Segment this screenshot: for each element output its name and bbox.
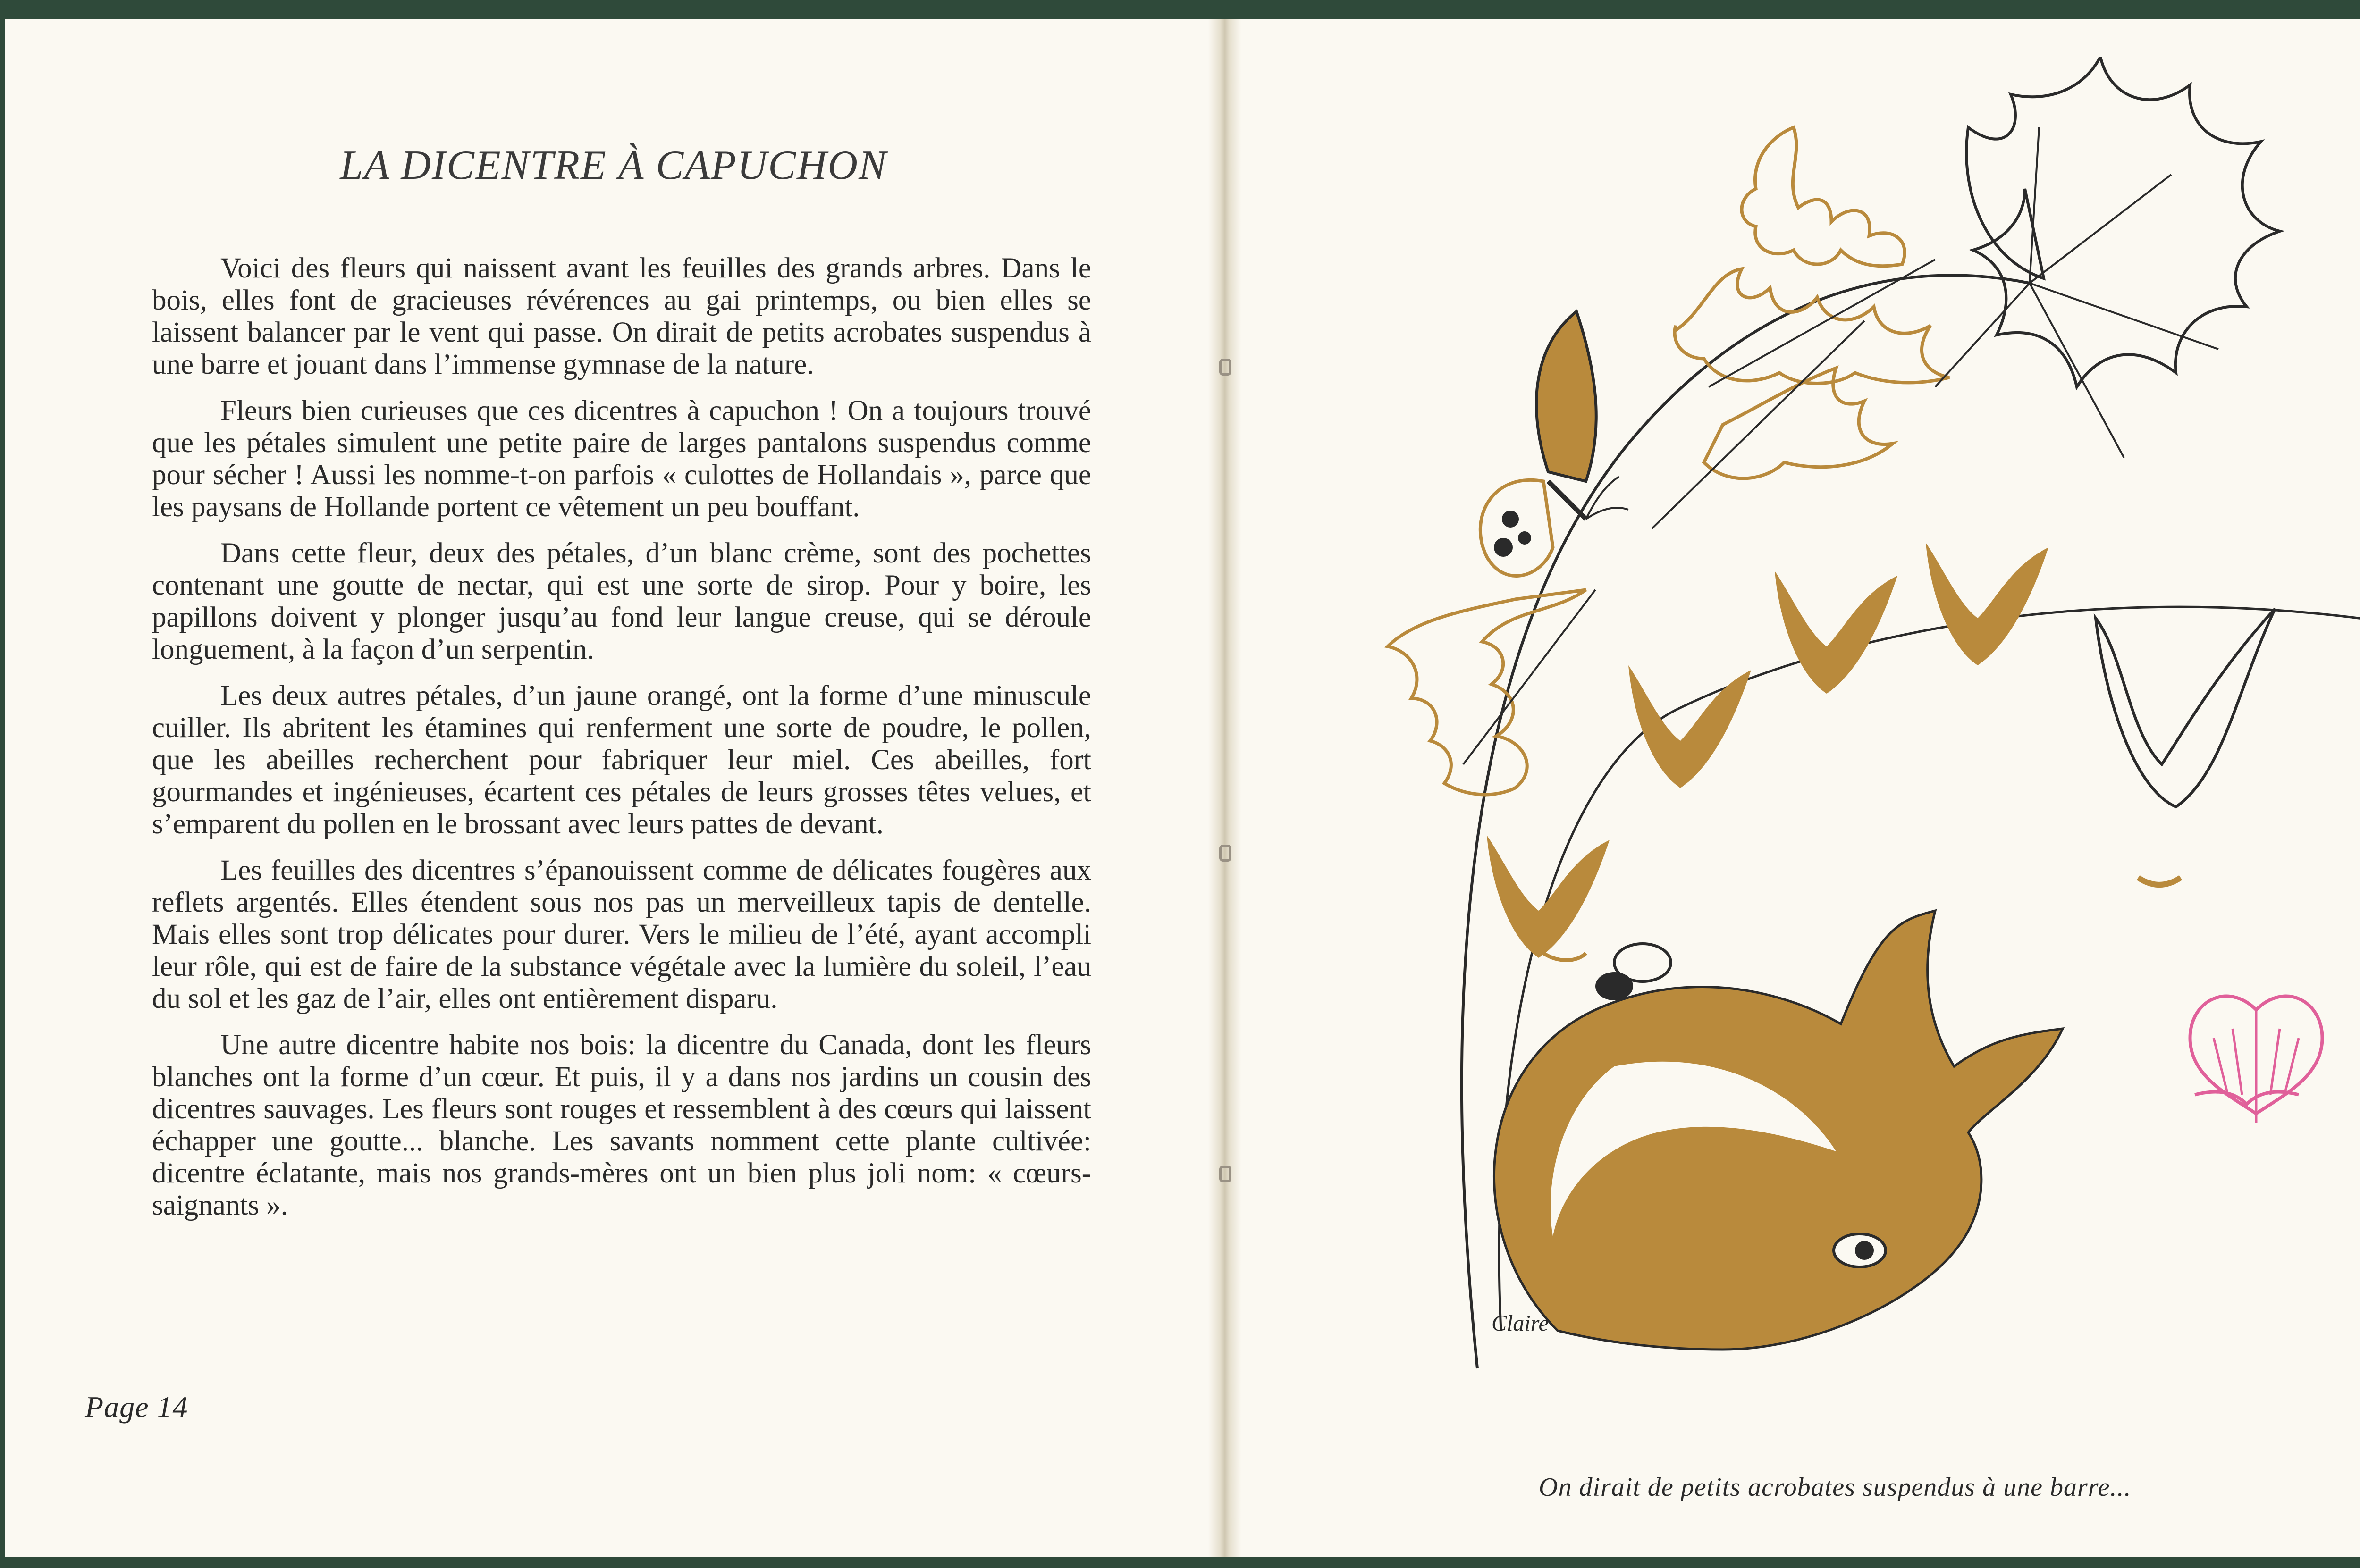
page-number: Page 14 <box>85 1390 188 1424</box>
maple-veins <box>1935 127 2218 458</box>
maple-leaf <box>1966 57 2280 387</box>
book-gutter <box>1208 19 1241 1557</box>
page-title: LA DICENTRE À CAPUCHON <box>340 143 887 188</box>
paragraph: Les deux autres pétales, d’un jaune orangé, ont la forme d’une minuscule cuiller. Ils abritent les étamines qui renferment une sorte de poudre, le pollen, que les abeilles recherchent pour fabriquer leur miel. Ces abeilles, fort gourmandes et ingénieuses, écartent ces pétales de leurs grosses têtes velues, et s’emparent du pollen en le brossant avec leurs pattes de devant. <box>152 680 1091 840</box>
illustration <box>1322 57 2360 1425</box>
fern-midrib <box>1463 260 1935 764</box>
bleeding-heart-flower <box>2190 996 2322 1123</box>
fern-leaf <box>1388 590 1586 795</box>
paragraph: Les feuilles des dicentres s’épanouissent comme de délicates fougères aux reflets argentés. Elles étendent sous nos pas un merveilleux tapis de dentelle. Mais elles sont trop délicates pour durer. Vers le milieu de l’été, ayant accompli leur rôle, qui est de faire de la substance végétale avec la lumière du soleil, l’eau du sol et les gaz de l’air, elles ont entièrement disparu. <box>152 855 1091 1015</box>
butterfly <box>1480 311 1628 576</box>
paragraph: Fleurs bien curieuses que ces dicentres à capuchon ! On a toujours trouvé que les pétales simulent une petite paire de larges pantalons suspendus comme pour sécher ! Aussi les nomme-t-on parfois « culottes de Hollandais », parce que les paysans de Hollande portent ce vêtement un peu bouffant. <box>152 395 1091 523</box>
dicentra-flowers <box>1487 543 2275 958</box>
paragraph: Voici des fleurs qui naissent avant les feuilles des grands arbres. Dans le bois, elles font de gracieuses révérences au gai printemps, ou bien elles se laissent balancer par le vent qui passe. On dirait de petits acrobates suspendus à une barre et jouant dans l’immense gymnase de la nature. <box>152 252 1091 380</box>
binding-stitch <box>1219 359 1231 376</box>
fern-leaf <box>1742 127 1905 266</box>
illustration-caption: On dirait de petits acrobates suspendus à une barre... <box>1539 1473 2132 1502</box>
binding-stitch <box>1219 1166 1231 1182</box>
sleeping-fawn <box>1494 911 2063 1350</box>
binding-stitch <box>1219 845 1231 862</box>
body-text <box>152 252 1091 1236</box>
fern-leaf <box>1675 269 1949 384</box>
signature: Claire <box>1492 1311 1549 1336</box>
paragraph: Une autre dicentre habite nos bois: la dicentre du Canada, dont les fleurs blanches ont la forme d’un cœur. Et puis, il y a dans nos jardins un cousin des dicentres sauvages. Les fleurs sont rouges et ressemblent à des cœurs qui laissent échapper une goutte... blanche. Les savants nomment cette plante cultivée: dicentre éclatante, mais nos grands-mères ont un bien plus joli nom: « cœurs-saignants ». <box>152 1029 1091 1221</box>
paragraph: Dans cette fleur, deux des pétales, d’un blanc crème, sont des pochettes contenant une goutte de nectar, qui est une sorte de sirop. Pour y boire, les papillons doivent y plonger jusqu’au fond leur langue creuse, qui se déroule longuement, à la façon d’un serpentin. <box>152 537 1091 665</box>
